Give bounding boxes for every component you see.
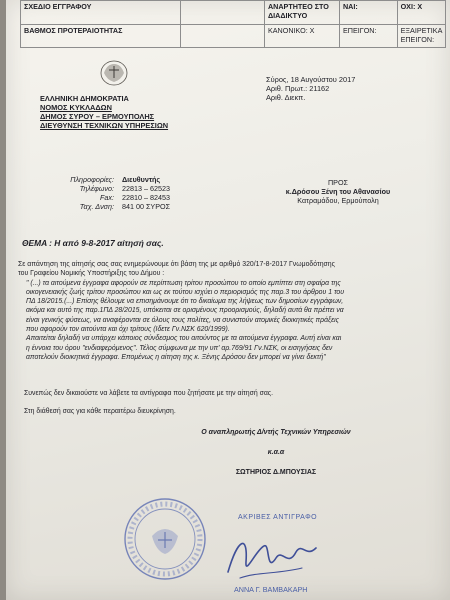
- contact-block: [42, 176, 202, 212]
- national-emblem-icon: [98, 58, 130, 88]
- handwritten-signature-icon: [216, 528, 326, 584]
- posted-online-cell: ΑΝΑΡΤΗΤΕΟ ΣΤΟ ΔΙΑΔΙΚΤΥΟ: [264, 1, 339, 25]
- urgent-cell: ΕΠΕΙΓΟΝ:: [339, 24, 397, 48]
- phone-label: Τηλέφωνο:: [79, 183, 114, 193]
- postal-value: 841 00 ΣΥΡΟΣ: [122, 201, 171, 211]
- recipient-name: κ.Δρόσου Ξένη του Αθανασίου: [285, 187, 391, 196]
- quote-line: αποτελούν διοικητικά έγγραφα. Επομένως η αίτηση της κ. Ξένης Δρόσου δεν μπορεί να γίνει δεκτή": [26, 353, 326, 361]
- signatory-role: Ο αναπληρωτής Δ/ντής Τεχνικών Υπηρεσιών: [201, 429, 351, 436]
- quote-line: η έννοια του όρου "ενδιαφερόμενος". Τέλος σύμφωνα με την υπ' αρ.769/91 Γν.ΝΣΚ, οι εισηγήσεις δεν: [26, 344, 333, 352]
- body-line: Σε απάντηση της αίτησής σας σας ενημερώνουμε ότι βάση της με αριθμό 320/17-8-2017 Γνωμοδότησης: [18, 261, 335, 268]
- closing-line-2: Στη διάθεσή σας για κάθε περαιτέρω διευκρίνηση.: [24, 408, 176, 415]
- yes-cell: ΝΑΙ:: [339, 1, 397, 25]
- quote-line: ΠΔ 18/2015.(...) Επίσης θέλουμε να επισημάνουμε ότι το δικαίωμα της λήψεως των δημοσίων εγγράφων,: [26, 298, 344, 306]
- issuer-prefecture: ΝΟΜΟΣ ΚΥΚΛΑΔΩΝ: [40, 103, 112, 112]
- quote-line: είναι γενικής φύσεως, να αναφέρονται σε όλους τους πολίτες, να συνιστούν ατομικές διοικητικές πράξεις: [26, 316, 339, 324]
- spacer-cell-2: [180, 24, 264, 48]
- quote-line: οικογενειακής ζωής τρίτου προσώπου και ως εκ τούτου ισχύει ο περιορισμός της παρ.3 του άρθρου 1 του: [26, 288, 345, 296]
- certified-copy-stamp: ΑΚΡΙΒΕΣ ΑΝΤΙΓΡΑΦΟ: [238, 514, 318, 521]
- issuer-directorate: ΔΙΕΥΘΥΝΣΗ ΤΕΧΝΙΚΩΝ ΥΠΗΡΕΣΙΩΝ: [40, 121, 169, 130]
- round-seal-icon: [122, 496, 208, 582]
- spacer-cell: [180, 1, 264, 25]
- priority-cell: ΒΑΘΜΟΣ ΠΡΟΤΕΡΑΙΟΤΗΤΑΣ: [21, 24, 181, 48]
- signatory-kaa: κ.α.α: [267, 449, 285, 456]
- info-label: Πληροφορίες:: [70, 175, 114, 184]
- phone-value: 22813 – 62523: [122, 183, 170, 193]
- issuer-republic: ΕΛΛΗΝΙΚΗ ΔΗΜΟΚΡΑΤΙΑ: [40, 94, 129, 103]
- document-page: [6, 0, 450, 600]
- postal-label: Ταχ. Δνση:: [79, 201, 114, 211]
- closing-block: [24, 389, 273, 425]
- dispatch-number: Αριθ. Διεκπ.: [266, 93, 306, 103]
- quote-line: " (...) τα αιτούμενα έγγραφα αφορούν σε περίπτωση τρίτου προσώπου το οποίο εμπίπτει στη σφαίρα της: [26, 279, 341, 287]
- quote-line: που αφορούν τον αιτούντα και όχι τρίτους (Ιδετε Γν.ΝΣΚ 620/1999).: [26, 326, 230, 334]
- body-line: του Γραφείου Νομικής Υποστήριξης του Δήμου :: [18, 270, 165, 278]
- issuer-municipality: ΔΗΜΟΣ ΣΥΡΟΥ – ΕΡΜΟΥΠΟΛΗΣ: [40, 112, 155, 121]
- regular-cell: ΚΑΝΟΝΙΚΟ: Χ: [264, 24, 339, 48]
- signature-block: [126, 428, 426, 488]
- recipient-block: [278, 178, 398, 205]
- recipient-to: ΠΡΟΣ: [327, 178, 349, 187]
- quote-line: ακόμα και αυτό της παρ.1ΠΔ 28/2015, υπόκειται σε ορισμένους προορισμούς, δηλαδή αυτά θα πρέπει να: [26, 307, 344, 315]
- signatory-name: ΣΩΤΗΡΙΟΣ Δ.ΜΠΟΥΣΙΑΣ: [235, 469, 317, 476]
- certifier-name: ΑΝΝΑ Γ. ΒΑΜΒΑΚΑΡΗ: [234, 585, 308, 594]
- fax-value: 22810 – 82453: [122, 192, 170, 202]
- fax-label: Fax:: [100, 192, 114, 202]
- closing-line-1: Συνεπώς δεν δικαιούστε να λάβετε τα αντίγραφα που ζητήσατε με την αίτησή σας.: [24, 390, 274, 397]
- letter-body: [18, 260, 444, 362]
- classification-grid: [20, 0, 446, 48]
- protocol-number: Αριθ. Πρωτ.: 21162: [266, 84, 330, 94]
- issue-date: Σύρος, 18 Αυγούστου 2017: [266, 75, 356, 84]
- recipient-address: Κατραμάδου, Ερμούπολη: [297, 196, 379, 205]
- subject-line: ΘΕΜΑ : Η από 9-8-2017 αίτησή σας.: [22, 238, 164, 248]
- quote-line: Απαιτείται δηλαδή να υπάρχει κάποιος σύνδεσμος του αιτούντος με τα αιτούμενα έγγραφα. Αυτή είναι και: [26, 335, 342, 343]
- reference-block: [266, 75, 355, 103]
- very-urgent-cell: ΕΞΑΙΡΕΤΙΚΑ ΕΠΕΙΓΟΝ:: [397, 24, 445, 48]
- info-value: Διευθυντής: [122, 175, 161, 184]
- issuer-block: [40, 94, 168, 130]
- record-draft-cell: ΣΧΕΔΙΟ ΕΓΓΡΑΦΟΥ: [21, 1, 181, 25]
- no-cell: ΟΧΙ: Χ: [397, 1, 445, 25]
